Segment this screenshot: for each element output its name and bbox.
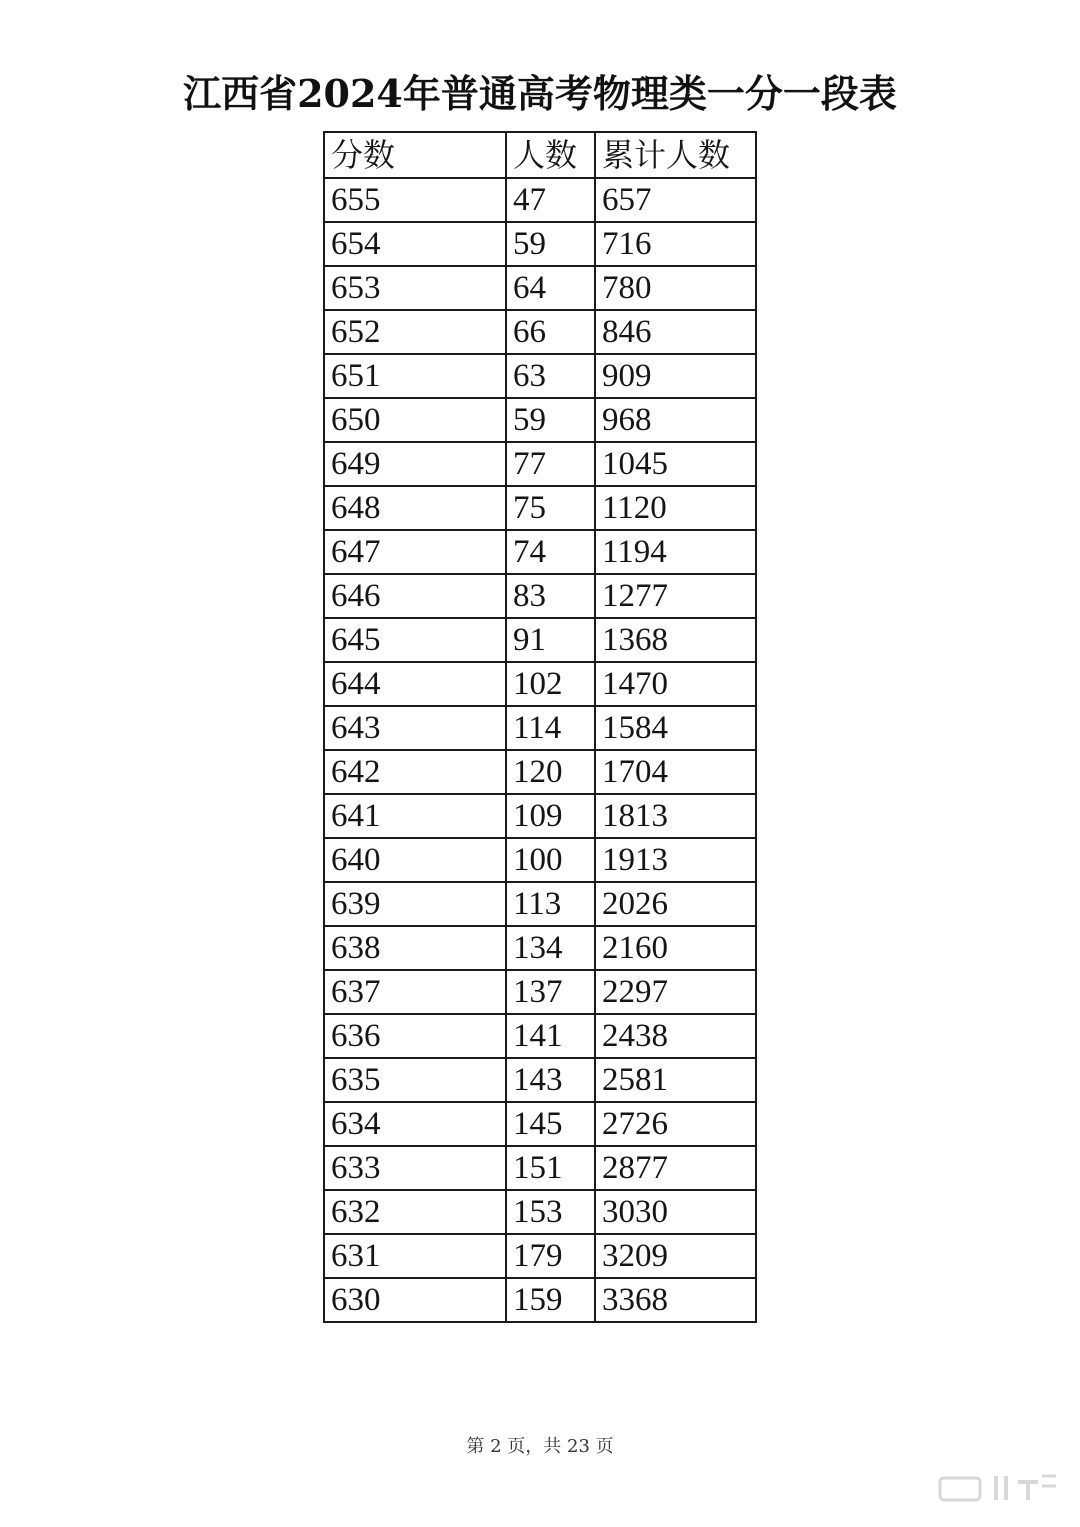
table-row — [324, 1234, 756, 1278]
cell-cumulative: 2026 — [595, 882, 756, 926]
cell-score: 645 — [324, 618, 506, 662]
table-row — [324, 926, 756, 970]
cell-cumulative: 846 — [595, 310, 756, 354]
cell-cumulative: 657 — [595, 178, 756, 222]
cell-score: 644 — [324, 662, 506, 706]
cell-cumulative: 909 — [595, 354, 756, 398]
cell-count: 143 — [506, 1058, 595, 1102]
table-row — [324, 354, 756, 398]
cell-count: 113 — [506, 882, 595, 926]
table-row — [324, 1058, 756, 1102]
table-body — [324, 178, 756, 1322]
cell-count: 77 — [506, 442, 595, 486]
cell-score: 650 — [324, 398, 506, 442]
cell-count: 141 — [506, 1014, 595, 1058]
cell-count: 63 — [506, 354, 595, 398]
cell-score: 647 — [324, 530, 506, 574]
cell-count: 179 — [506, 1234, 595, 1278]
header-cumulative: 累计人数 — [595, 132, 756, 178]
cell-score: 638 — [324, 926, 506, 970]
cell-cumulative: 1194 — [595, 530, 756, 574]
cell-cumulative: 968 — [595, 398, 756, 442]
cell-cumulative: 1470 — [595, 662, 756, 706]
cell-cumulative: 2297 — [595, 970, 756, 1014]
cell-score: 655 — [324, 178, 506, 222]
cell-score: 643 — [324, 706, 506, 750]
cell-score: 639 — [324, 882, 506, 926]
cell-count: 114 — [506, 706, 595, 750]
cell-cumulative: 1584 — [595, 706, 756, 750]
table-row — [324, 574, 756, 618]
table-row — [324, 310, 756, 354]
table-row — [324, 1146, 756, 1190]
cell-cumulative: 1045 — [595, 442, 756, 486]
cell-cumulative: 1368 — [595, 618, 756, 662]
cell-score: 641 — [324, 794, 506, 838]
cell-count: 109 — [506, 794, 595, 838]
cell-cumulative: 3030 — [595, 1190, 756, 1234]
cell-cumulative: 1813 — [595, 794, 756, 838]
header-score: 分数 — [324, 132, 506, 178]
cell-count: 137 — [506, 970, 595, 1014]
page-number: 第 2 页，共 23 页 — [466, 1436, 614, 1457]
cell-cumulative: 2726 — [595, 1102, 756, 1146]
table-row — [324, 1014, 756, 1058]
app-logo-icon — [938, 1470, 1058, 1510]
table-row — [324, 882, 756, 926]
table-row — [324, 706, 756, 750]
table-row — [324, 1278, 756, 1322]
table-row — [324, 266, 756, 310]
cell-score: 649 — [324, 442, 506, 486]
score-table — [323, 131, 757, 1323]
page-title: 江西省2024年普通高考物理类一分一段表 — [183, 71, 897, 116]
cell-score: 652 — [324, 310, 506, 354]
cell-count: 59 — [506, 398, 595, 442]
cell-score: 646 — [324, 574, 506, 618]
cell-count: 145 — [506, 1102, 595, 1146]
cell-count: 47 — [506, 178, 595, 222]
cell-score: 634 — [324, 1102, 506, 1146]
cell-score: 653 — [324, 266, 506, 310]
table-row — [324, 662, 756, 706]
cell-count: 64 — [506, 266, 595, 310]
cell-score: 633 — [324, 1146, 506, 1190]
cell-score: 636 — [324, 1014, 506, 1058]
table-header-row — [324, 132, 756, 178]
cell-count: 83 — [506, 574, 595, 618]
cell-count: 102 — [506, 662, 595, 706]
cell-cumulative: 1277 — [595, 574, 756, 618]
cell-count: 159 — [506, 1278, 595, 1322]
cell-score: 635 — [324, 1058, 506, 1102]
table-row — [324, 178, 756, 222]
cell-score: 632 — [324, 1190, 506, 1234]
table-row — [324, 442, 756, 486]
cell-cumulative: 3209 — [595, 1234, 756, 1278]
table-row — [324, 618, 756, 662]
cell-score: 648 — [324, 486, 506, 530]
cell-cumulative: 716 — [595, 222, 756, 266]
cell-count: 120 — [506, 750, 595, 794]
table-row — [324, 750, 756, 794]
cell-cumulative: 2877 — [595, 1146, 756, 1190]
cell-count: 153 — [506, 1190, 595, 1234]
cell-count: 151 — [506, 1146, 595, 1190]
cell-count: 134 — [506, 926, 595, 970]
cell-cumulative: 1913 — [595, 838, 756, 882]
cell-score: 640 — [324, 838, 506, 882]
table-row — [324, 222, 756, 266]
table-row — [324, 1102, 756, 1146]
cell-cumulative: 3368 — [595, 1278, 756, 1322]
cell-cumulative: 2160 — [595, 926, 756, 970]
cell-score: 642 — [324, 750, 506, 794]
table-row — [324, 486, 756, 530]
cell-count: 100 — [506, 838, 595, 882]
cell-count: 74 — [506, 530, 595, 574]
cell-count: 59 — [506, 222, 595, 266]
cell-score: 630 — [324, 1278, 506, 1322]
cell-cumulative: 1120 — [595, 486, 756, 530]
cell-cumulative: 780 — [595, 266, 756, 310]
cell-cumulative: 2438 — [595, 1014, 756, 1058]
table-row — [324, 530, 756, 574]
cell-score: 654 — [324, 222, 506, 266]
cell-count: 91 — [506, 618, 595, 662]
cell-count: 66 — [506, 310, 595, 354]
cell-cumulative: 2581 — [595, 1058, 756, 1102]
table-row — [324, 398, 756, 442]
cell-count: 75 — [506, 486, 595, 530]
table-row — [324, 1190, 756, 1234]
table-row — [324, 794, 756, 838]
header-count: 人数 — [506, 132, 595, 178]
cell-cumulative: 1704 — [595, 750, 756, 794]
table-row — [324, 838, 756, 882]
table-row — [324, 970, 756, 1014]
cell-score: 637 — [324, 970, 506, 1014]
cell-score: 631 — [324, 1234, 506, 1278]
cell-score: 651 — [324, 354, 506, 398]
